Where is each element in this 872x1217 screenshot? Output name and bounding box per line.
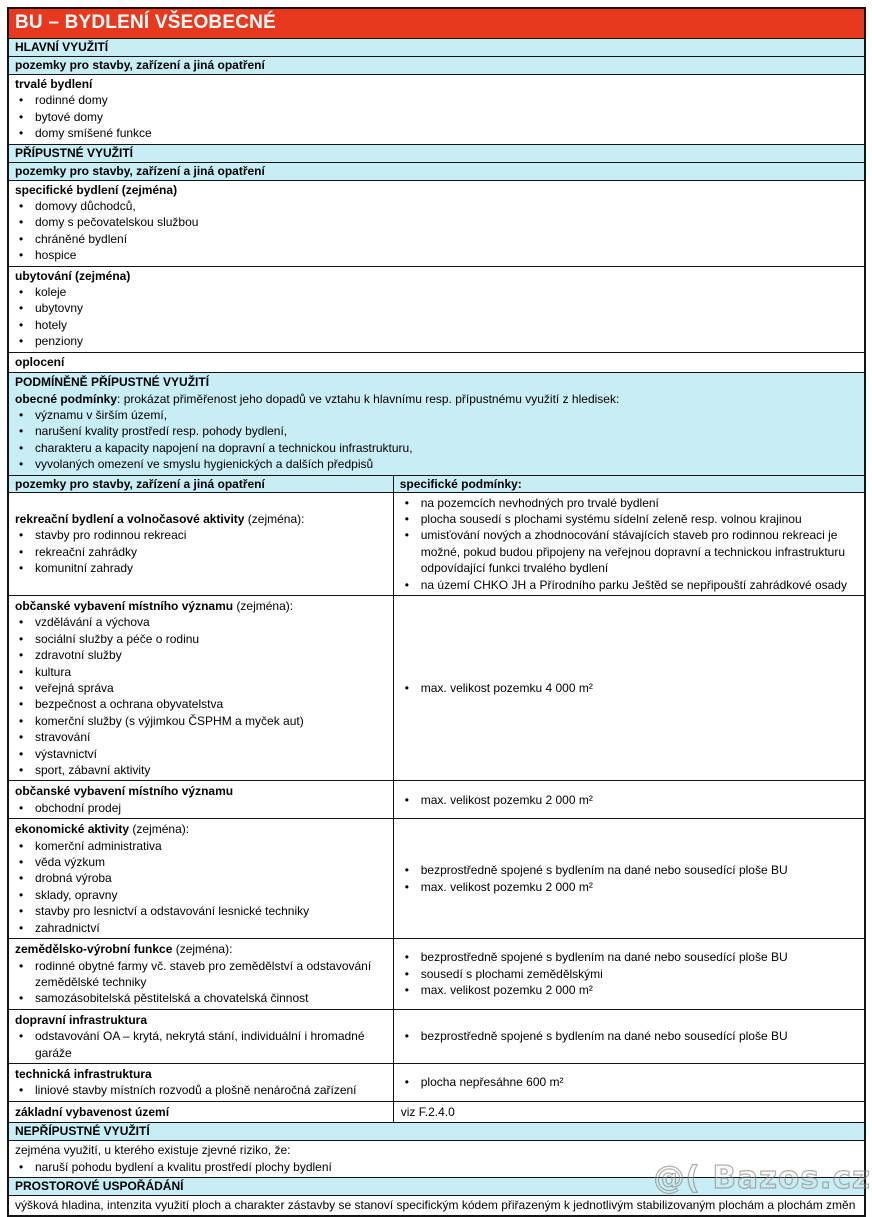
use-block xyxy=(9,180,864,266)
list-item-text: obchodní prodej xyxy=(35,800,122,815)
bullet-icon: • xyxy=(19,763,24,778)
table-row xyxy=(9,595,864,780)
row-left-cell xyxy=(9,1102,394,1122)
table-row xyxy=(9,492,864,595)
list-item-text: rodinné obytné farmy vč. staveb pro zemědělství a odstavování zemědělské techniky xyxy=(35,958,372,989)
list-item xyxy=(15,560,387,576)
bullet-icon: • xyxy=(19,248,24,263)
list-item xyxy=(15,92,858,108)
list-item-text: domovy důchodců, xyxy=(35,199,136,214)
list-item xyxy=(401,1028,858,1044)
list-item xyxy=(15,456,858,472)
bullet-icon: • xyxy=(19,285,24,300)
list-item-text: sociální služby a péče o rodinu xyxy=(35,631,200,646)
table-row xyxy=(9,1063,864,1101)
list-item xyxy=(15,729,387,745)
list-item-text: plocha sousedí s plochami systému sídelní zeleně resp. volnou krajinou xyxy=(420,511,802,526)
list-item xyxy=(15,317,858,333)
list-item xyxy=(15,544,387,560)
list-item xyxy=(15,1082,387,1098)
table-row xyxy=(9,1009,864,1063)
use-block xyxy=(9,352,864,372)
bullet-icon: • xyxy=(19,215,24,230)
list-item xyxy=(15,407,858,423)
list-item-text: domy s pečovatelskou službou xyxy=(35,215,199,230)
list-item xyxy=(15,214,858,230)
page-title: BU – BYDLENÍ VŠEOBECNÉ xyxy=(9,9,864,38)
use-block-title-text: občanské vybavení místního významu xyxy=(15,598,234,613)
list-item-text: narušení kvality prostředí resp. pohody bydlení, xyxy=(35,424,288,439)
row-right-cell xyxy=(394,939,864,1009)
list-item xyxy=(15,109,858,125)
bullet-icon: • xyxy=(404,511,409,526)
column-header-right: specifické podmínky: xyxy=(399,476,522,491)
table-row xyxy=(9,818,864,938)
section-header-band: HLAVNÍ VYUŽITÍ xyxy=(9,38,864,56)
list-item-text: koleje xyxy=(35,285,67,300)
use-block-title xyxy=(15,783,387,799)
table-body xyxy=(9,38,864,1215)
list-item xyxy=(15,680,387,696)
use-block-title-text: zemědělsko-výrobní funkce xyxy=(15,942,173,957)
list-item xyxy=(15,870,387,886)
list-item-text: zdravotní služby xyxy=(35,648,122,663)
list-item-text: bezprostředně spojené s bydlením na dané nebo sousedící ploše BU xyxy=(420,1029,788,1044)
row-right-cell xyxy=(394,819,864,938)
list-item xyxy=(15,887,387,903)
list-item xyxy=(401,792,858,808)
list-item-text: max. velikost pozemku 2 000 m² xyxy=(420,983,593,998)
table-row xyxy=(9,780,864,818)
list-item-text: hospice xyxy=(35,248,77,263)
list-item xyxy=(401,511,858,527)
list-item-text: zahradnictví xyxy=(35,920,100,935)
list-item-text: rodinné domy xyxy=(35,93,108,108)
use-block-title xyxy=(15,1104,387,1120)
column-header-left: pozemky pro stavby, zařízení a jiná opatření xyxy=(9,476,394,492)
list-item-text: kultura xyxy=(35,664,72,679)
list-item xyxy=(15,838,387,854)
use-block-title xyxy=(15,511,387,527)
bullet-icon: • xyxy=(19,855,24,870)
use-block-title xyxy=(15,1012,387,1028)
list-item xyxy=(15,958,387,991)
list-item xyxy=(15,920,387,936)
section-header-band: PŘÍPUSTNÉ VYUŽITÍ xyxy=(9,144,864,162)
list-item-text: věda výzkum xyxy=(35,855,106,870)
row-right-cell xyxy=(394,1010,864,1063)
use-block-title-suffix: (zejména): xyxy=(129,822,190,837)
general-conditions-text: : prokázat přiměřenost jeho dopadů ve vztahu k hlavnímu resp. přípustnému využití z hledisek: xyxy=(117,391,620,406)
section-header-band: PODMÍNĚNĚ PŘÍPUSTNÉ VYUŽITÍ xyxy=(15,375,210,390)
bullet-icon: • xyxy=(404,966,409,981)
list-item-text: plocha nepřesáhne 600 m² xyxy=(420,1075,564,1090)
bullet-icon: • xyxy=(19,664,24,679)
use-block-title-suffix: (zejména): xyxy=(172,942,233,957)
bullet-icon: • xyxy=(404,792,409,807)
column-header-row xyxy=(9,475,864,492)
list-item-text: stravování xyxy=(35,730,91,745)
list-item xyxy=(15,746,387,762)
list-item xyxy=(15,631,387,647)
list-item xyxy=(401,577,858,593)
row-left-cell xyxy=(9,596,394,780)
use-block-title-text: ubytování (zejména) xyxy=(15,268,131,283)
bullet-icon: • xyxy=(404,983,409,998)
list-item-text: max. velikost pozemku 2 000 m² xyxy=(420,792,593,807)
general-conditions-label: obecné podmínky xyxy=(15,391,118,406)
use-block-title xyxy=(15,182,858,198)
use-block-title xyxy=(15,354,858,370)
list-item-text: sport, zábavní aktivity xyxy=(35,763,151,778)
list-item xyxy=(15,903,387,919)
bullet-icon: • xyxy=(19,528,24,543)
row-left-cell xyxy=(9,1064,394,1101)
use-block-title-text: občanské vybavení místního významu xyxy=(15,784,234,799)
list-item xyxy=(401,680,858,696)
bullet-icon: • xyxy=(404,528,409,543)
bullet-icon: • xyxy=(19,457,24,472)
list-item-text: drobná výroba xyxy=(35,871,112,886)
list-item-text: ubytovny xyxy=(35,301,84,316)
use-block-title-text: oplocení xyxy=(15,354,65,369)
list-item xyxy=(401,495,858,511)
use-block xyxy=(9,1140,864,1177)
row-right-cell xyxy=(394,1064,864,1101)
list-item xyxy=(401,949,858,965)
table-row xyxy=(9,1101,864,1122)
list-item-text: vyvolaných omezení ve smyslu hygienických a dalších předpisů xyxy=(35,457,374,472)
list-item xyxy=(15,125,858,141)
use-block-title xyxy=(15,268,858,284)
subsection-header-band: pozemky pro stavby, zařízení a jiná opatření xyxy=(9,56,864,74)
zoning-regulation-table xyxy=(7,7,866,1217)
bullet-icon: • xyxy=(19,440,24,455)
row-right-cell xyxy=(394,493,864,595)
bullet-icon: • xyxy=(404,950,409,965)
conditional-use-block xyxy=(9,372,864,474)
use-block-title-text: specifické bydlení (zejména) xyxy=(15,182,178,197)
paragraph-text: výšková hladina, intenzita využití ploch a charakter zástavby se stanoví specifickým kódem přiřazeným k jednotlivým stabilizovaným plochám a plochám změn xyxy=(15,1197,856,1212)
list-item-text: naruší pohodu bydlení a kvalitu prostředí plochy bydlení xyxy=(35,1159,332,1174)
list-item xyxy=(15,423,858,439)
list-item xyxy=(15,333,858,349)
bullet-icon: • xyxy=(19,334,24,349)
list-item xyxy=(15,696,387,712)
list-item-text: sousedí s plochami zemědělskými xyxy=(420,966,603,981)
bullet-icon: • xyxy=(19,231,24,246)
list-item xyxy=(401,879,858,895)
list-item-text: stavby pro lesnictví a odstavování lesnické techniky xyxy=(35,904,310,919)
list-item xyxy=(15,284,858,300)
list-item-text: významu v širším území, xyxy=(35,407,168,422)
use-block-title-suffix: (zejména): xyxy=(233,598,294,613)
row-left-cell xyxy=(9,493,394,595)
list-item xyxy=(15,440,858,456)
bullet-icon: • xyxy=(19,93,24,108)
paragraph-block xyxy=(9,1195,864,1215)
bullet-icon: • xyxy=(19,615,24,630)
section-header-band: PROSTOROVÉ USPOŘÁDÁNÍ xyxy=(9,1177,864,1195)
bullet-icon: • xyxy=(19,681,24,695)
bullet-icon: • xyxy=(19,631,24,646)
bullet-icon: • xyxy=(19,958,24,973)
list-item xyxy=(401,1074,858,1090)
list-item-text: umisťování nových a zhodnocování stávajících staveb pro rodinnou rekreaci je možné, pokud budou připojeny na veřejnou dopravní a technickou infrastrukturu odpovídající funkci trvalého bydlení xyxy=(420,528,846,576)
bullet-icon: • xyxy=(19,199,24,214)
list-item xyxy=(15,231,858,247)
use-block-title-text: základní vybavenost území xyxy=(15,1104,170,1119)
bullet-icon: • xyxy=(19,838,24,853)
use-block-title-text: technická infrastruktura xyxy=(15,1066,152,1081)
list-item-text: max. velikost pozemku 2 000 m² xyxy=(420,879,593,894)
bullet-icon: • xyxy=(19,887,24,902)
list-item-text: max. velikost pozemku 4 000 m² xyxy=(420,681,593,695)
use-block-title xyxy=(15,1066,387,1082)
list-item-text: domy smíšené funkce xyxy=(35,126,152,141)
list-item-text: hotely xyxy=(35,317,68,332)
list-item-text: bytové domy xyxy=(35,109,104,124)
bullet-icon: • xyxy=(19,424,24,439)
bullet-icon: • xyxy=(404,681,409,695)
list-item-text: bezprostředně spojené s bydlením na dané nebo sousedící ploše BU xyxy=(420,863,788,878)
bullet-icon: • xyxy=(19,1029,24,1044)
use-block-title xyxy=(15,941,387,957)
list-item-text: na pozemcích nevhodných pro trvalé bydlení xyxy=(420,495,659,510)
list-item-text: výstavnictví xyxy=(35,746,98,761)
bullet-icon: • xyxy=(19,697,24,712)
row-right-text: viz F.2.4.0 xyxy=(400,1104,455,1119)
row-right-cell xyxy=(394,1102,864,1122)
list-item xyxy=(15,198,858,214)
bullet-icon: • xyxy=(19,713,24,728)
row-left-cell xyxy=(9,819,394,938)
bullet-icon: • xyxy=(404,1029,409,1044)
list-item xyxy=(15,1159,858,1175)
bullet-icon: • xyxy=(19,126,24,141)
list-item xyxy=(15,527,387,543)
bullet-icon: • xyxy=(19,561,24,576)
list-item xyxy=(401,862,858,878)
list-item-text: vzdělávání a výchova xyxy=(35,615,150,630)
bullet-icon: • xyxy=(404,879,409,894)
bullet-icon: • xyxy=(19,301,24,316)
row-left-cell xyxy=(9,939,394,1009)
list-item-text: samozásobitelská pěstitelská a chovatelská činnost xyxy=(35,991,309,1006)
list-item xyxy=(15,614,387,630)
list-item-text: komunitní zahrady xyxy=(35,561,134,576)
bullet-icon: • xyxy=(19,1159,24,1174)
row-left-cell xyxy=(9,781,394,818)
list-item-text: sklady, opravny xyxy=(35,887,118,902)
row-left-cell xyxy=(9,1010,394,1063)
bullet-icon: • xyxy=(19,800,24,815)
list-item-text: stavby pro rodinnou rekreaci xyxy=(35,528,187,543)
subsection-header-band: pozemky pro stavby, zařízení a jiná opatření xyxy=(9,162,864,180)
bullet-icon: • xyxy=(19,746,24,761)
use-block-title-text: zejména využití, u kterého existuje zjevné riziko, že: xyxy=(15,1143,291,1158)
bullet-icon: • xyxy=(19,991,24,1006)
list-item xyxy=(15,713,387,729)
bullet-icon: • xyxy=(19,920,24,935)
use-block-title xyxy=(15,821,387,837)
general-conditions-lead xyxy=(15,391,858,407)
bullet-icon: • xyxy=(19,1083,24,1098)
list-item xyxy=(15,990,387,1006)
bullet-icon: • xyxy=(404,863,409,878)
use-block-title xyxy=(15,76,858,92)
list-item-text: bezpečnost a ochrana obyvatelstva xyxy=(35,697,224,712)
list-item-text: veřejná správa xyxy=(35,681,114,695)
bullet-icon: • xyxy=(404,1075,409,1090)
use-block-title-suffix: (zejména): xyxy=(244,511,305,526)
list-item-text: charakteru a kapacity napojení na dopravní a technickou infrastrukturu, xyxy=(35,440,413,455)
row-right-cell xyxy=(394,596,864,780)
use-block-title xyxy=(15,598,387,614)
list-item-text: bezprostředně spojené s bydlením na dané nebo sousedící ploše BU xyxy=(420,950,788,965)
bullet-icon: • xyxy=(19,904,24,919)
list-item xyxy=(15,664,387,680)
list-item-text: rekreační zahrádky xyxy=(35,544,138,559)
use-block-title-text: dopravní infrastruktura xyxy=(15,1012,148,1027)
bullet-icon: • xyxy=(19,544,24,559)
use-block-title-text: ekonomické aktivity xyxy=(15,822,130,837)
list-item xyxy=(15,247,858,263)
list-item xyxy=(15,300,858,316)
list-item-text: komerční administrativa xyxy=(35,838,162,853)
list-item-text: komerční služby (s výjimkou ČSPHM a myček aut) xyxy=(35,713,304,728)
bullet-icon: • xyxy=(19,730,24,745)
list-item-text: chráněné bydlení xyxy=(35,231,128,246)
list-item xyxy=(15,854,387,870)
list-item xyxy=(15,1028,387,1061)
bullet-icon: • xyxy=(19,871,24,886)
use-block xyxy=(9,74,864,144)
bullet-icon: • xyxy=(404,577,409,592)
use-block-title-text: rekreační bydlení a volnočasové aktivity xyxy=(15,511,245,526)
list-item-text: na území CHKO JH a Přírodního parku Ještěd se nepřipouští zahrádkové osady xyxy=(420,577,847,592)
list-item xyxy=(401,966,858,982)
use-block xyxy=(9,266,864,352)
table-row xyxy=(9,938,864,1009)
list-item-text: penziony xyxy=(35,334,84,349)
use-block-title xyxy=(15,1142,858,1158)
list-item xyxy=(15,800,387,816)
list-item xyxy=(15,647,387,663)
row-right-cell xyxy=(394,781,864,818)
bullet-icon: • xyxy=(19,317,24,332)
list-item-text: odstavování OA – krytá, nekrytá stání, individuální i hromadné garáže xyxy=(35,1029,365,1060)
use-block-title-text: trvalé bydlení xyxy=(15,77,93,91)
list-item-text: liniové stavby místních rozvodů a plošně nenáročná zařízení xyxy=(35,1083,357,1098)
list-item xyxy=(401,527,858,576)
list-item xyxy=(15,762,387,778)
bullet-icon: • xyxy=(404,495,409,510)
bullet-icon: • xyxy=(19,407,24,422)
bullet-icon: • xyxy=(19,648,24,663)
list-item xyxy=(401,982,858,998)
section-header-band: NEPŘÍPUSTNÉ VYUŽITÍ xyxy=(9,1122,864,1140)
bullet-icon: • xyxy=(19,109,24,124)
